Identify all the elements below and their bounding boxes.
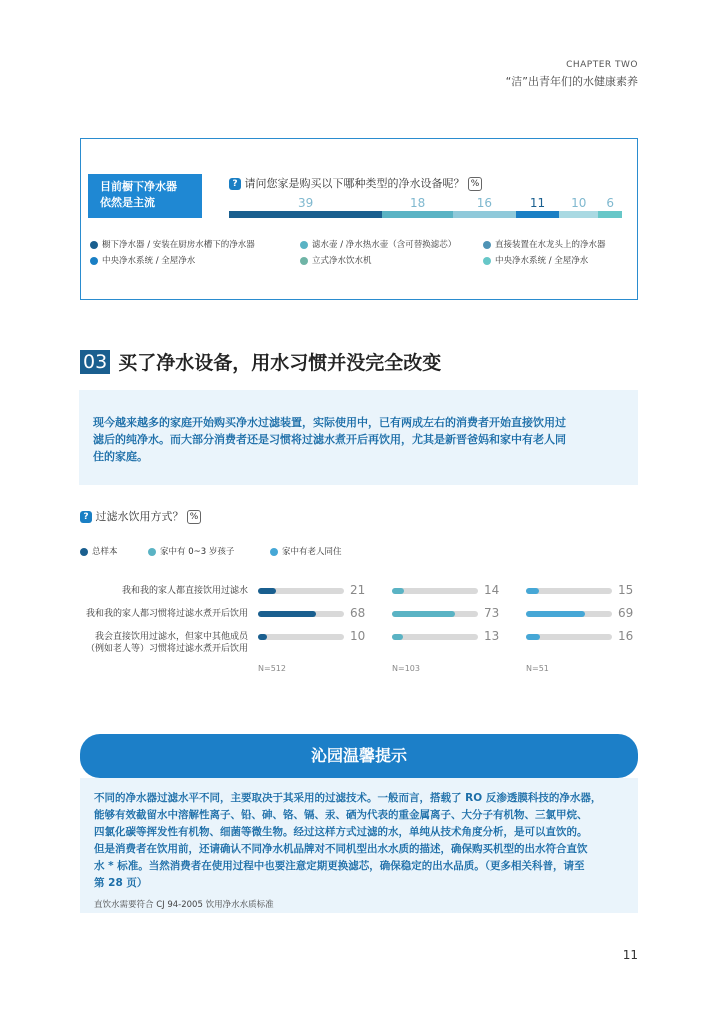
- legend-item: 橱下净水器 / 安装在厨房水槽下的净水器: [90, 238, 255, 250]
- device-question: [229, 175, 482, 191]
- tips-note: 直饮水需要符合 CJ 94-2005 饮用净水水质标准: [94, 900, 274, 910]
- sample-size-label: N=103: [392, 664, 420, 673]
- tips-line: 能够有效截留水中溶解性离子、铅、砷、铬、镉、汞、硒为代表的重金属离子、大分子有机物、三氯甲烷、: [94, 809, 588, 821]
- tips-line: 不同的净水器过滤水平不同，主要取决于其采用的过滤技术。一般而言，搭载了 RO 反渗透膜科技的净水器，: [94, 792, 602, 804]
- tips-line: 四氯化碳等挥发性有机物、细菌等微生物。经过这样方式过滤的水，单纯从技术角度分析，是可以直饮的。: [94, 826, 588, 838]
- page-number: 11: [622, 948, 638, 962]
- bar-track: [526, 588, 612, 594]
- bar-fill: [258, 588, 276, 594]
- question-icon: ?: [80, 511, 92, 523]
- bar-fill: [392, 611, 455, 617]
- bar-track: [392, 611, 478, 617]
- bar-value-label: 13: [484, 629, 500, 643]
- section-heading: [80, 348, 441, 375]
- bar-track: [392, 588, 478, 594]
- legend-dot: [148, 548, 156, 556]
- legend-item: 中央净水系统 / 全屋净水: [90, 254, 195, 266]
- legend-item: 家中有 0~3 岁孩子: [148, 545, 234, 557]
- bar-fill: [526, 611, 585, 617]
- stacked-bar: [229, 211, 622, 218]
- stacked-value-label: 16: [476, 196, 493, 210]
- bar-track: [526, 634, 612, 640]
- percent-icon: %: [468, 177, 482, 191]
- stacked-segment: [453, 211, 516, 218]
- legend-dot: [483, 257, 491, 265]
- bar-fill: [258, 634, 267, 640]
- legend-dot: [90, 241, 98, 249]
- bar-value-label: 73: [484, 606, 500, 620]
- stacked-segment: [559, 211, 598, 218]
- stacked-value-label: 10: [571, 196, 587, 210]
- tips-box: [80, 778, 638, 913]
- stacked-value-label: 11: [529, 196, 546, 210]
- bar-value-label: 10: [350, 629, 366, 643]
- legend-item: 立式净水饮水机: [300, 254, 372, 266]
- tips-line: 第 28 页）: [94, 877, 148, 889]
- bar-value-label: 68: [350, 606, 366, 620]
- legend-dot: [90, 257, 98, 265]
- intro-line: 现今越来越多的家庭开始购买净水过滤装置，实际使用中，已有两成左右的消费者开始直接饮用过: [93, 416, 566, 429]
- percent-icon: %: [187, 510, 201, 524]
- stacked-bar-labels: [229, 196, 622, 210]
- bar-value-label: 69: [618, 606, 634, 620]
- sample-size-label: N=51: [526, 664, 549, 673]
- stacked-segment: [382, 211, 453, 218]
- legend-dot: [270, 548, 278, 556]
- tag-line-1: 目前橱下净水器: [100, 180, 177, 193]
- stacked-segment: [229, 211, 382, 218]
- bar-track: [392, 634, 478, 640]
- bar-fill: [526, 588, 539, 594]
- stacked-value-label: 18: [409, 196, 426, 210]
- bar-fill: [526, 634, 540, 640]
- row-label: 我会直接饮用过滤水，但家中其他成员 （例如老人等）习惯将过滤水煮开后饮用: [85, 632, 248, 654]
- tips-banner: 沁园温馨提示: [80, 734, 638, 778]
- device-question-text: 请问您家是购买以下哪种类型的净水设备呢？: [244, 177, 465, 190]
- bar-track: [526, 611, 612, 617]
- legend-dot: [483, 241, 491, 249]
- row-label: 我和我的家人都习惯将过滤水煮开后饮用: [85, 609, 248, 619]
- tips-line: 但是消费者在饮用前，还请确认不同净水机品牌对不同机型出水水质的描述，确保购买机型的出水符合直饮: [94, 843, 588, 855]
- legend-dot: [80, 548, 88, 556]
- tag-line-2: 依然是主流: [100, 196, 155, 209]
- bar-track: [258, 611, 344, 617]
- legend-item: 家中有老人同住: [270, 545, 342, 557]
- intro-paragraph: [79, 390, 638, 485]
- highlight-tag: [88, 174, 202, 218]
- bar-track: [258, 634, 344, 640]
- legend-item: 直接装置在水龙头上的净水器: [483, 238, 606, 250]
- bar-track: [258, 588, 344, 594]
- row-label: 我和我的家人都直接饮用过滤水: [121, 586, 248, 596]
- stacked-segment: [598, 211, 622, 218]
- bar-value-label: 15: [618, 583, 634, 597]
- bar-fill: [392, 634, 403, 640]
- legend-dot: [300, 241, 308, 249]
- section-title: 买了净水设备，用水习惯并没完全改变: [118, 352, 442, 374]
- chapter-subtitle: “洁”出青年们的水健康素养: [505, 75, 638, 88]
- section-number: 03: [80, 350, 110, 374]
- bar-fill: [258, 611, 316, 617]
- sample-size-label: N=512: [258, 664, 286, 673]
- stacked-value-label: 6: [606, 196, 615, 210]
- bar-fill: [392, 588, 404, 594]
- bar-value-label: 21: [350, 583, 366, 597]
- bar-value-label: 14: [484, 583, 500, 597]
- drinking-question: [80, 508, 201, 524]
- intro-line: 住的家庭。: [93, 450, 148, 463]
- intro-line: 滤后的纯净水。而大部分消费者还是习惯将过滤水煮开后再饮用，尤其是新晋爸妈和家中有老人同: [93, 433, 566, 446]
- legend-item: 总样本: [80, 545, 118, 557]
- drinking-question-text: 过滤水饮用方式？: [95, 510, 184, 523]
- stacked-value-label: 39: [297, 196, 314, 210]
- question-icon: ?: [229, 178, 241, 190]
- chapter-label: CHAPTER TWO: [566, 60, 638, 70]
- stacked-segment: [516, 211, 559, 218]
- device-type-panel: [80, 138, 638, 300]
- legend-item: 中央净水系统 / 全屋净水: [483, 254, 588, 266]
- legend-dot: [300, 257, 308, 265]
- bar-value-label: 16: [618, 629, 634, 643]
- legend-item: 滤水壶 / 净水热水壶（含可替换滤芯）: [300, 238, 456, 250]
- tips-line: 水 * 标准。当然消费者在使用过程中也要注意定期更换滤芯，确保稳定的出水品质。（更多相关科普，请至: [94, 860, 585, 872]
